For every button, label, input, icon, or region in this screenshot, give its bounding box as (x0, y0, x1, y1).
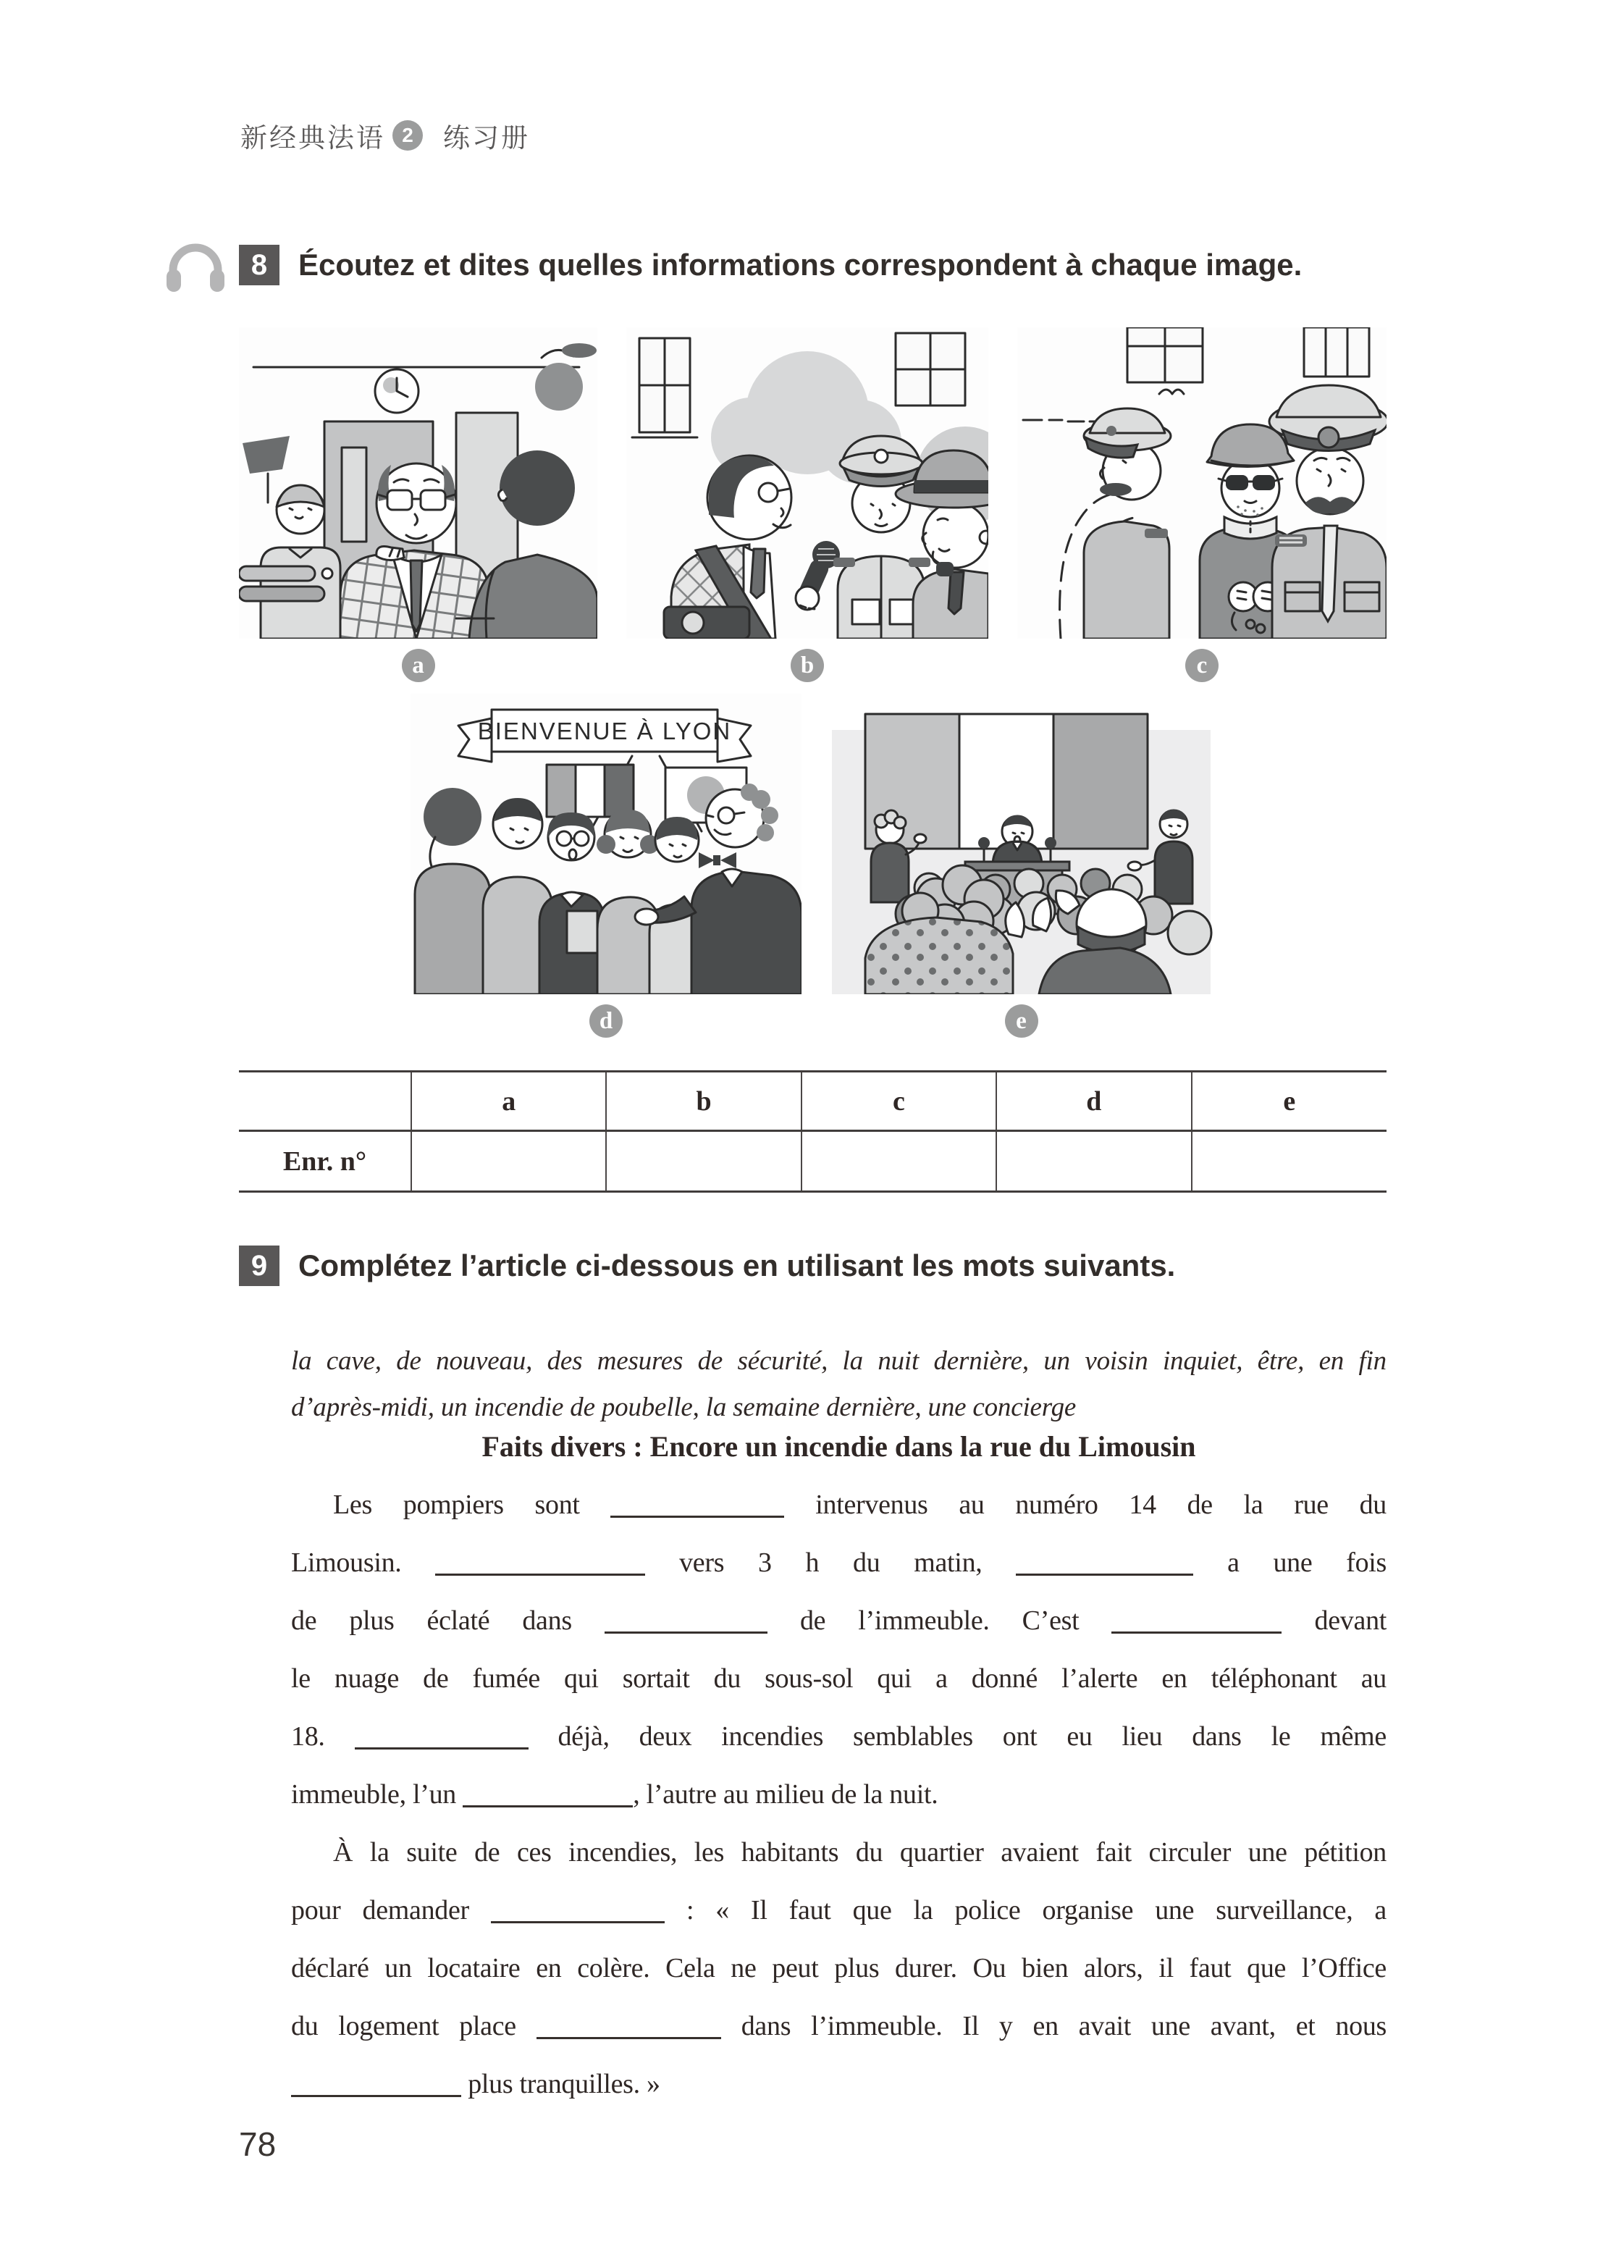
article-line (291, 1708, 1387, 1765)
image-label-c: c (1185, 649, 1219, 682)
illustration-d (411, 694, 802, 994)
image-row-2 (239, 694, 1387, 1038)
exercise8-number-badge: 8 (239, 245, 279, 285)
fill-in-blank (1016, 1552, 1193, 1576)
page-number: 78 (239, 2125, 277, 2163)
figure-b (626, 327, 988, 682)
answer-cell-e (1192, 1131, 1387, 1192)
table-col-a: a (411, 1072, 606, 1131)
table-col-d: d (996, 1072, 1191, 1131)
article-text: , l’autre au milieu de la nuit. (633, 1779, 938, 1810)
illustration-a (239, 327, 597, 639)
illustration-c (1017, 327, 1387, 639)
article-line (291, 2055, 1387, 2113)
article-text: de plus éclaté dans (291, 1605, 572, 1636)
visitor-1 (415, 788, 490, 994)
article-text: de l’immeuble. C’est (799, 1605, 1080, 1636)
answer-cell-c (802, 1131, 996, 1192)
fill-in-blank (355, 1726, 529, 1750)
fill-in-blank (291, 2073, 461, 2097)
word-bank-line-2: d’après-midi, un incendie de poubelle, la semaine dernière, une concierge (291, 1393, 1077, 1422)
window-left (632, 338, 697, 437)
article-line (291, 1765, 1387, 1823)
answer-table (239, 1070, 1387, 1193)
article-text: : « Il faut que la police organise une surveillance, a (686, 1895, 1387, 1925)
word-bank (291, 1338, 1387, 1431)
exercise9-title: Complétez l’article ci-dessous en utilisant les mots suivants. (298, 1248, 1176, 1282)
figure-a (239, 327, 597, 682)
answer-cell-b (606, 1131, 801, 1192)
answer-cell-a (411, 1131, 606, 1192)
article-text: Les pompiers sont (333, 1490, 580, 1520)
article-line (291, 1650, 1387, 1708)
fill-in-blank (463, 1784, 633, 1807)
table-col-c: c (802, 1072, 996, 1131)
fill-in-blank (610, 1494, 784, 1518)
brand-header (240, 116, 530, 155)
fill-in-blank (491, 1899, 665, 1923)
article-text: vers 3 h du matin, (679, 1547, 983, 1578)
article-text: le nuage de fumée qui sortait du sous-sol qui a donné l’alerte en téléphonant au (291, 1663, 1387, 1694)
article-text: Limousin. (291, 1547, 402, 1578)
article-text: plus tranquilles. » (468, 2069, 660, 2099)
image-label-e: e (1005, 1004, 1038, 1038)
article-text: À la suite de ces incendies, les habitants du quartier avaient fait circuler une pétition (333, 1837, 1387, 1868)
illustration-e (828, 694, 1215, 994)
image-row-1 (239, 327, 1387, 682)
article-text: dans l’immeuble. Il y en avait une avant, et nous (741, 2011, 1387, 2041)
article-line (291, 1534, 1387, 1592)
exercise8-heading (239, 245, 1302, 285)
article-line (291, 1476, 1387, 1534)
window-right (896, 333, 965, 406)
article-line (291, 1997, 1387, 2055)
figure-c (1017, 327, 1387, 682)
figure-e (828, 694, 1215, 1038)
fill-in-blank (605, 1610, 767, 1634)
article-text: du logement place (291, 2011, 516, 2041)
article-line (291, 1592, 1387, 1650)
exercise8-title: Écoutez et dites quelles informations correspondent à chaque image. (298, 248, 1303, 282)
visitor-3 (539, 812, 605, 994)
exercise9-number-badge: 9 (239, 1246, 279, 1286)
fill-in-blank (537, 2015, 721, 2039)
article-text: devant (1314, 1605, 1387, 1636)
answer-cell-d (996, 1131, 1191, 1192)
article-text: déclaré un locataire en colère. Cela ne peut plus durer. Ou bien alors, il faut que l’Office (291, 1953, 1387, 1983)
headphones-icon (164, 239, 227, 299)
image-label-d: d (589, 1004, 623, 1038)
banner-text: BIENVENUE À LYON (477, 718, 732, 744)
wall-clock-icon (375, 369, 418, 413)
word-bank-line-1: la cave, de nouveau, des mesures de sécurité, la nuit dernière, un voisin inquiet, être, en fin (291, 1346, 1387, 1376)
table-header-row (239, 1072, 1387, 1131)
table-answer-row (239, 1131, 1387, 1192)
article-text: pour demander (291, 1895, 469, 1925)
article-title: Faits divers : Encore un incendie dans la rue du Limousin (481, 1430, 1196, 1463)
table-col-e: e (1192, 1072, 1387, 1131)
article-text: intervenus au numéro 14 de la rue du (815, 1490, 1387, 1520)
exercise9-heading (239, 1246, 1175, 1286)
article-line (291, 1881, 1387, 1939)
article-line (291, 1939, 1387, 1997)
fill-in-blank (1111, 1610, 1282, 1634)
fill-in-blank (435, 1552, 645, 1576)
table-col-b: b (606, 1072, 801, 1131)
illustration-b (626, 327, 988, 639)
image-label-b: b (791, 649, 824, 682)
article-text: a une fois (1227, 1547, 1387, 1578)
answer-table-wrap (239, 1070, 1387, 1193)
article-text: immeuble, l’un (291, 1779, 456, 1810)
table-corner-cell (239, 1072, 411, 1131)
volume-badge: 2 (392, 120, 423, 151)
figure-d (411, 694, 802, 1038)
article-text: déjà, deux incendies semblables ont eu lieu dans le même (558, 1721, 1387, 1752)
article-line (291, 1823, 1387, 1881)
brand-series: 新经典法语 (240, 123, 385, 153)
article (291, 1418, 1387, 2113)
table-row-label: Enr. n° (282, 1146, 367, 1177)
image-label-a: a (402, 649, 435, 682)
brand-book: 练习册 (443, 123, 530, 153)
article-text: 18. (291, 1721, 325, 1752)
